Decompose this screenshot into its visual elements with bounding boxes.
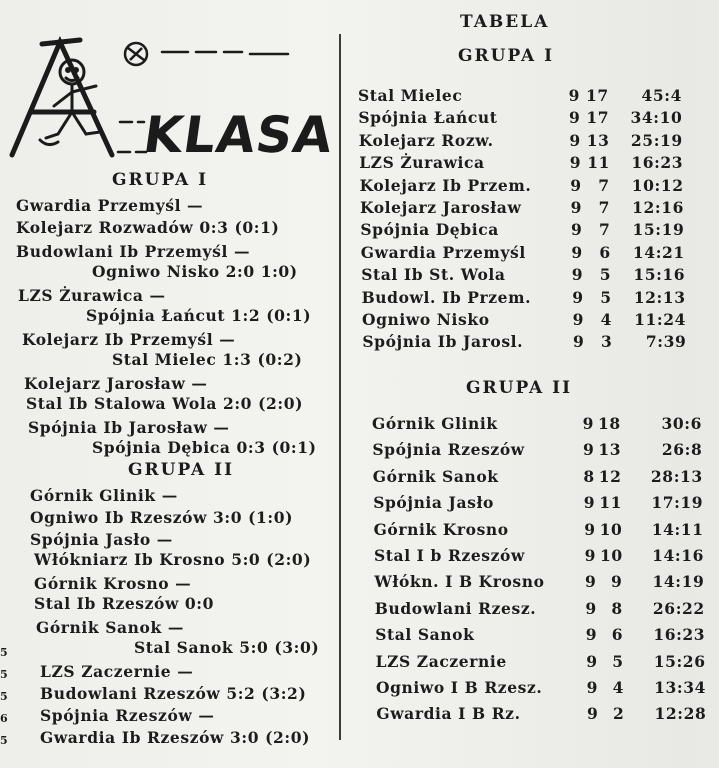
edge-mark: 5 — [0, 734, 8, 747]
standings-row — [370, 678, 719, 700]
team-name: Spójnia Łańcut — [358, 108, 498, 128]
group-heading: GRUPA II — [128, 460, 235, 480]
games-played: 9 — [571, 265, 584, 285]
team-name: Stal Ib St. Wola — [361, 265, 506, 285]
match-home: Budowlani Ib Przemyśl — — [16, 242, 251, 261]
team-name: Budowl. Ib Przem. — [361, 287, 532, 307]
games-played: 9 — [583, 493, 596, 513]
team-name: Stal Mielec — [358, 86, 463, 105]
points: 6 — [611, 625, 624, 645]
standings-row — [354, 220, 703, 242]
standings-row — [368, 520, 717, 542]
match-away-score: Spójnia Łańcut 1:2 (0:1) — [86, 306, 312, 325]
games-played: 9 — [570, 198, 582, 217]
team-name: Ogniwo I B Rzesz. — [376, 678, 543, 697]
standings-row — [368, 546, 717, 568]
team-name: Ogniwo Nisko — [362, 310, 490, 329]
games-played: 9 — [586, 678, 598, 697]
games-played: 9 — [570, 175, 582, 195]
edge-mark: 5 — [0, 690, 8, 703]
match-home: Kolejarz Jarosław — — [24, 374, 208, 393]
team-name: Kolejarz Ib Przem. — [359, 175, 532, 195]
standings-row — [353, 131, 702, 153]
team-name: Spójnia Jasło — [373, 493, 494, 513]
match-home: Spójnia Ib Jarosław — — [28, 418, 230, 437]
standings-row — [369, 599, 718, 621]
goals: 14:11 — [651, 519, 704, 539]
team-name: Gwardia I B Rz. — [376, 704, 521, 724]
goals: 7:39 — [645, 332, 687, 352]
points: 10 — [600, 546, 623, 565]
team-name: Stal Sanok — [375, 625, 475, 645]
points: 8 — [611, 598, 623, 618]
points: 7 — [598, 198, 610, 217]
match-away-score: Włókniarz Ib Krosno 5:0 (2:0) — [34, 550, 312, 569]
match-away-score: Budowlani Rzeszów 5:2 (3:2) — [40, 684, 307, 703]
group-heading: GRUPA I — [112, 170, 209, 190]
standings-row — [354, 176, 703, 198]
team-name: Górnik Krosno — [373, 519, 509, 539]
games-played: 9 — [571, 220, 583, 240]
points: 11 — [599, 493, 622, 513]
edge-mark: 5 — [0, 646, 8, 659]
goals: 34:10 — [630, 108, 683, 128]
match-away-score: Gwardia Ib Rzeszów 3:0 (2:0) — [40, 728, 311, 747]
points: 11 — [587, 153, 610, 173]
edge-mark: 6 — [0, 712, 8, 725]
games-played: 9 — [571, 242, 583, 262]
standings-row — [352, 108, 701, 130]
games-played: 9 — [586, 651, 598, 671]
goals: 14:19 — [652, 572, 705, 592]
goals: 12:28 — [654, 704, 707, 724]
goals: 45:4 — [641, 86, 682, 105]
standings-row — [356, 288, 705, 310]
team-name: Kolejarz Jarosław — [360, 198, 522, 217]
goals: 26:22 — [652, 598, 705, 618]
goals: 15:19 — [632, 220, 685, 240]
games-played: 9 — [572, 310, 584, 329]
goals: 14:16 — [652, 546, 704, 565]
goals: 10:12 — [631, 175, 684, 195]
games-played: 9 — [583, 440, 595, 460]
team-name: Spójnia Rzeszów — [372, 440, 525, 460]
match-away-score: Ogniwo Nisko 2:0 1:0) — [92, 262, 298, 281]
standings-column — [348, 0, 707, 768]
games-played: 9 — [584, 519, 596, 539]
points: 4 — [600, 310, 612, 329]
goals: 12:16 — [632, 198, 684, 217]
points: 3 — [601, 332, 613, 352]
points: 17 — [586, 86, 609, 105]
group-heading: GRUPA II — [466, 378, 573, 398]
points: 10 — [599, 519, 623, 539]
goals: 14:21 — [632, 242, 685, 262]
standings-row — [352, 86, 701, 108]
points: 12 — [598, 466, 622, 486]
standings-row — [367, 493, 716, 515]
standings-row — [370, 652, 719, 674]
games-played: 9 — [587, 704, 599, 724]
points: 6 — [599, 242, 611, 262]
games-played: 9 — [568, 86, 580, 105]
goals: 11:24 — [634, 310, 686, 329]
match-away-score: Spójnia Dębica 0:3 (0:1) — [92, 438, 317, 457]
results-column — [0, 0, 338, 768]
goals: 17:19 — [651, 493, 704, 513]
points: 13 — [598, 440, 622, 460]
match-home: Górnik Krosno — — [34, 574, 192, 593]
team-name: Budowlani Rzesz. — [374, 598, 537, 618]
games-played: 9 — [569, 130, 581, 150]
edge-mark: 5 — [0, 668, 8, 681]
match-home: Górnik Sanok — — [36, 618, 184, 637]
column-divider — [339, 34, 341, 740]
games-played: 9 — [573, 332, 585, 352]
games-played: 9 — [569, 153, 582, 173]
games-played: 9 — [582, 414, 594, 433]
goals: 13:34 — [654, 678, 706, 697]
games-played: 9 — [585, 625, 598, 645]
match-home: Kolejarz Ib Przemyśl — — [22, 330, 236, 349]
standings-row — [355, 265, 704, 287]
points: 5 — [600, 287, 612, 307]
games-played: 8 — [583, 466, 595, 486]
match-away-score: Stal Ib Rzeszów 0:0 — [34, 594, 215, 613]
team-name: LZS Żurawica — [359, 153, 485, 173]
team-name: Górnik Glinik — [372, 414, 498, 433]
a-klasa-logo — [2, 30, 338, 170]
match-away-score: Stal Mielec 1:3 (0:2) — [112, 350, 303, 369]
match-away-score: Stal Ib Stalowa Wola 2:0 (2:0) — [26, 394, 304, 413]
points: 7 — [598, 175, 610, 195]
team-name: Gwardia Przemyśl — [360, 242, 526, 262]
team-name: Spójnia Dębica — [360, 220, 499, 240]
goals: 16:23 — [631, 153, 684, 173]
match-home: Górnik Glinik — — [30, 486, 178, 505]
points: 17 — [586, 108, 610, 128]
match-away-score: Ogniwo Ib Rzeszów 3:0 (1:0) — [30, 508, 294, 527]
match-home: LZS Żurawica — — [18, 286, 166, 305]
standings-row — [366, 414, 715, 436]
team-name: Górnik Sanok — [372, 466, 499, 486]
points: 5 — [612, 651, 624, 671]
match-away-score: Stal Sanok 5:0 (3:0) — [134, 638, 320, 657]
match-home: Spójnia Rzeszów — — [40, 706, 215, 725]
match-home: Gwardia Przemyśl — — [16, 196, 204, 215]
points: 7 — [599, 220, 611, 240]
team-name: Stal I b Rzeszów — [374, 546, 525, 565]
goals: 15:26 — [653, 651, 706, 671]
points: 18 — [598, 414, 621, 433]
goals: 16:23 — [653, 625, 706, 645]
goals: 26:8 — [661, 440, 703, 460]
points: 2 — [613, 704, 625, 724]
group-heading: GRUPA I — [458, 46, 555, 66]
standings-row — [356, 332, 705, 354]
games-played: 9 — [585, 572, 597, 592]
points: 4 — [612, 678, 624, 697]
goals: 30:6 — [661, 414, 702, 433]
match-away-score: Kolejarz Rozwadów 0:3 (0:1) — [16, 218, 280, 237]
points: 5 — [599, 265, 612, 285]
standings-row — [353, 153, 702, 175]
standings-row — [366, 440, 715, 462]
goals: 12:13 — [633, 287, 686, 307]
standings-row — [370, 704, 719, 726]
standings-row — [356, 310, 705, 332]
goals: 15:16 — [633, 265, 686, 285]
team-name: Włókn. I B Krosno — [374, 572, 545, 592]
standings-title: TABELA — [460, 12, 550, 32]
games-played: 9 — [572, 287, 584, 307]
games-played: 9 — [569, 108, 581, 128]
match-home: Spójnia Jasło — — [30, 530, 173, 549]
team-name: Spójnia Ib Jarosl. — [362, 332, 524, 352]
logo-word: KLASA — [139, 106, 338, 164]
standings-row — [367, 467, 716, 489]
games-played: 9 — [584, 546, 596, 565]
standings-row — [354, 198, 703, 220]
team-name: LZS Zaczernie — [375, 651, 507, 671]
goals: 25:19 — [630, 130, 683, 150]
points: 13 — [586, 130, 610, 150]
match-home: LZS Zaczernie — — [40, 662, 194, 681]
team-name: Kolejarz Rozw. — [358, 130, 494, 150]
standings-row — [355, 243, 704, 265]
standings-row — [368, 572, 717, 594]
standings-row — [369, 625, 718, 647]
points: 9 — [611, 572, 623, 592]
games-played: 9 — [585, 598, 597, 618]
goals: 28:13 — [650, 466, 703, 486]
